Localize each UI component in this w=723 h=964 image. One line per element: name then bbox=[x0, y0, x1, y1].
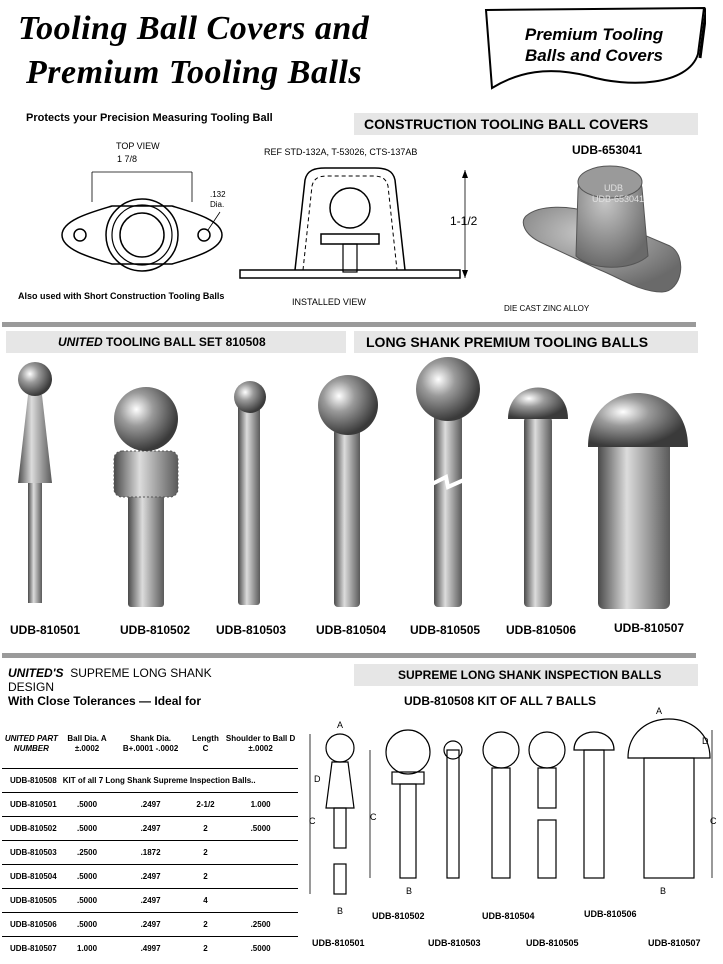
dim-d-label: D bbox=[314, 774, 321, 784]
reference-standards: REF STD-132A, T-53026, CTS-137AB bbox=[264, 147, 418, 157]
cover-part-number: UDB-653041 bbox=[572, 143, 643, 157]
cell-ball: .2500 bbox=[61, 841, 114, 865]
cell-shoulder: .5000 bbox=[223, 937, 298, 961]
ball-label-810505: UDB-810505 bbox=[410, 623, 481, 637]
ball-label-810506: UDB-810506 bbox=[506, 623, 577, 637]
drawing-label-810503: UDB-810503 bbox=[428, 938, 481, 948]
table-row bbox=[2, 793, 298, 817]
cell-part: UDB-810506 bbox=[2, 913, 61, 937]
drawing-label-810502: UDB-810502 bbox=[372, 911, 425, 921]
title-line-1: Tooling Ball Covers and bbox=[18, 10, 370, 47]
ball-810503-photo bbox=[234, 381, 266, 605]
covers-tagline: Protects your Precision Measuring Tooling Ball bbox=[26, 112, 273, 124]
col-shank-dia: Shank Dia. B+.0001 -.0002 bbox=[122, 734, 179, 753]
installed-view-label: INSTALLED VIEW bbox=[292, 297, 366, 307]
dim-c-label-2: C bbox=[370, 812, 377, 822]
drawing-label-810504: UDB-810504 bbox=[482, 911, 535, 921]
supreme-tolerances: With Close Tolerances — Ideal for bbox=[8, 694, 202, 708]
kit-part: UDB-810508 bbox=[2, 769, 61, 793]
cell-shoulder bbox=[223, 865, 298, 889]
cover-photo bbox=[520, 160, 690, 300]
height-dimension: 1-1/2 bbox=[450, 214, 478, 228]
cover-imprint-2: UDB-653041 bbox=[592, 194, 645, 204]
cell-length: 2 bbox=[188, 817, 223, 841]
cell-ball: .5000 bbox=[61, 793, 114, 817]
cell-shank: .4997 bbox=[113, 937, 187, 961]
cell-length: 2 bbox=[188, 841, 223, 865]
ball-810504-photo bbox=[318, 375, 378, 607]
supreme-design: DESIGN bbox=[8, 680, 55, 694]
cover-imprint-1: UDB bbox=[604, 183, 624, 193]
table-row-kit bbox=[2, 769, 298, 793]
covers-heading: CONSTRUCTION TOOLING BALL COVERS bbox=[354, 113, 698, 135]
cell-length: 2 bbox=[188, 937, 223, 961]
table-row bbox=[2, 913, 298, 937]
ball-810505-photo bbox=[416, 357, 480, 607]
cell-shoulder bbox=[223, 841, 298, 865]
col-shoulder: Shoulder to Ball D ±.0002 bbox=[225, 734, 296, 753]
cell-part: UDB-810507 bbox=[2, 937, 61, 961]
section-divider-2 bbox=[2, 653, 696, 658]
cell-ball: .5000 bbox=[61, 817, 114, 841]
table-row bbox=[2, 841, 298, 865]
cell-shank: .2497 bbox=[113, 889, 187, 913]
spec-table bbox=[2, 720, 298, 960]
cell-shank: .2497 bbox=[113, 793, 187, 817]
ball-label-810501: UDB-810501 bbox=[10, 623, 81, 637]
cell-shank: .2497 bbox=[113, 865, 187, 889]
spec-table-header bbox=[2, 720, 298, 769]
top-view-dimension: 1 7/8 bbox=[117, 154, 138, 164]
cell-ball: .5000 bbox=[61, 889, 114, 913]
dim-b-label-2: B bbox=[406, 886, 413, 896]
table-row bbox=[2, 889, 298, 913]
cell-length: 2 bbox=[188, 913, 223, 937]
short-balls-note: Also used with Short Construction Tooling Balls bbox=[18, 291, 225, 301]
col-ball-dia: Ball Dia. A ±.0002 bbox=[67, 734, 107, 753]
cell-part: UDB-810501 bbox=[2, 793, 61, 817]
ball-set-title bbox=[6, 331, 346, 353]
col-length: Length C bbox=[192, 734, 219, 753]
cell-ball: .5000 bbox=[61, 913, 114, 937]
ball-set-name: TOOLING BALL SET 810508 bbox=[106, 335, 266, 349]
supreme-brand: UNITED'S bbox=[8, 666, 64, 680]
cell-ball: 1.000 bbox=[61, 937, 114, 961]
drawing-label-810507: UDB-810507 bbox=[648, 938, 701, 948]
dim-a-label-2: A bbox=[656, 706, 663, 716]
cell-part: UDB-810503 bbox=[2, 841, 61, 865]
dim-c-label-1: C bbox=[309, 816, 316, 826]
banner-line-2: Balls and Covers bbox=[525, 46, 663, 65]
top-view-label: TOP VIEW bbox=[116, 141, 160, 151]
cover-material: DIE CAST ZINC ALLOY bbox=[504, 304, 590, 313]
inspection-balls-heading: SUPREME LONG SHANK INSPECTION BALLS bbox=[354, 664, 698, 686]
cell-shoulder: 1.000 bbox=[223, 793, 298, 817]
ball-label-810503: UDB-810503 bbox=[216, 623, 287, 637]
ball-810507-photo bbox=[588, 393, 688, 609]
dim-a-label: A bbox=[337, 720, 344, 730]
cell-shoulder: .2500 bbox=[223, 913, 298, 937]
cell-length: 4 bbox=[188, 889, 223, 913]
banner bbox=[478, 6, 706, 92]
ball-label-810502: UDB-810502 bbox=[120, 623, 191, 637]
ball-label-810504: UDB-810504 bbox=[316, 623, 387, 637]
drawing-label-810505: UDB-810505 bbox=[526, 938, 579, 948]
table-row bbox=[2, 865, 298, 889]
cell-part: UDB-810505 bbox=[2, 889, 61, 913]
dim-c-label-3: C bbox=[710, 816, 717, 826]
kit-desc: KIT of all 7 Long Shank Supreme Inspection Balls.. bbox=[61, 769, 298, 793]
drawing-label-810501: UDB-810501 bbox=[312, 938, 365, 948]
title-line-2: Premium Tooling Balls bbox=[26, 54, 363, 91]
kit-line: UDB-810508 KIT OF ALL 7 BALLS bbox=[404, 694, 597, 708]
cell-part: UDB-810502 bbox=[2, 817, 61, 841]
hole-dimension: .132 bbox=[210, 190, 226, 199]
long-shank-heading: LONG SHANK PREMIUM TOOLING BALLS bbox=[354, 331, 698, 353]
cell-ball: .5000 bbox=[61, 865, 114, 889]
hole-dia-label: Dia. bbox=[210, 200, 225, 209]
ball-810506-photo bbox=[508, 388, 568, 608]
ball-photos bbox=[0, 355, 723, 615]
cell-shoulder: .5000 bbox=[223, 817, 298, 841]
dim-d-label-2: D bbox=[702, 736, 709, 746]
dim-b-label-3: B bbox=[660, 886, 667, 896]
ball-line-drawings bbox=[298, 712, 720, 920]
cell-shank: .2497 bbox=[113, 817, 187, 841]
ball-810502-photo bbox=[114, 387, 178, 607]
supreme-intro bbox=[8, 666, 212, 708]
ball-set-brand: UNITED bbox=[58, 335, 103, 349]
banner-line-1: Premium Tooling bbox=[524, 25, 664, 44]
top-view-drawing bbox=[52, 150, 242, 280]
installed-view-drawing bbox=[235, 160, 485, 295]
ball-810501-photo bbox=[18, 362, 52, 603]
ball-label-810507: UDB-810507 bbox=[614, 621, 685, 635]
table-row bbox=[2, 817, 298, 841]
cell-length: 2 bbox=[188, 865, 223, 889]
dim-b-label: B bbox=[337, 906, 344, 916]
cell-shank: .1872 bbox=[113, 841, 187, 865]
cell-shank: .2497 bbox=[113, 913, 187, 937]
cell-part: UDB-810504 bbox=[2, 865, 61, 889]
supreme-title: SUPREME LONG SHANK bbox=[70, 666, 212, 680]
drawing-label-810506: UDB-810506 bbox=[584, 909, 637, 919]
col-part-number: UNITED PART NUMBER bbox=[4, 734, 58, 753]
section-divider-1 bbox=[2, 322, 696, 327]
table-row bbox=[2, 937, 298, 961]
cell-shoulder bbox=[223, 889, 298, 913]
cell-length: 2-1/2 bbox=[188, 793, 223, 817]
